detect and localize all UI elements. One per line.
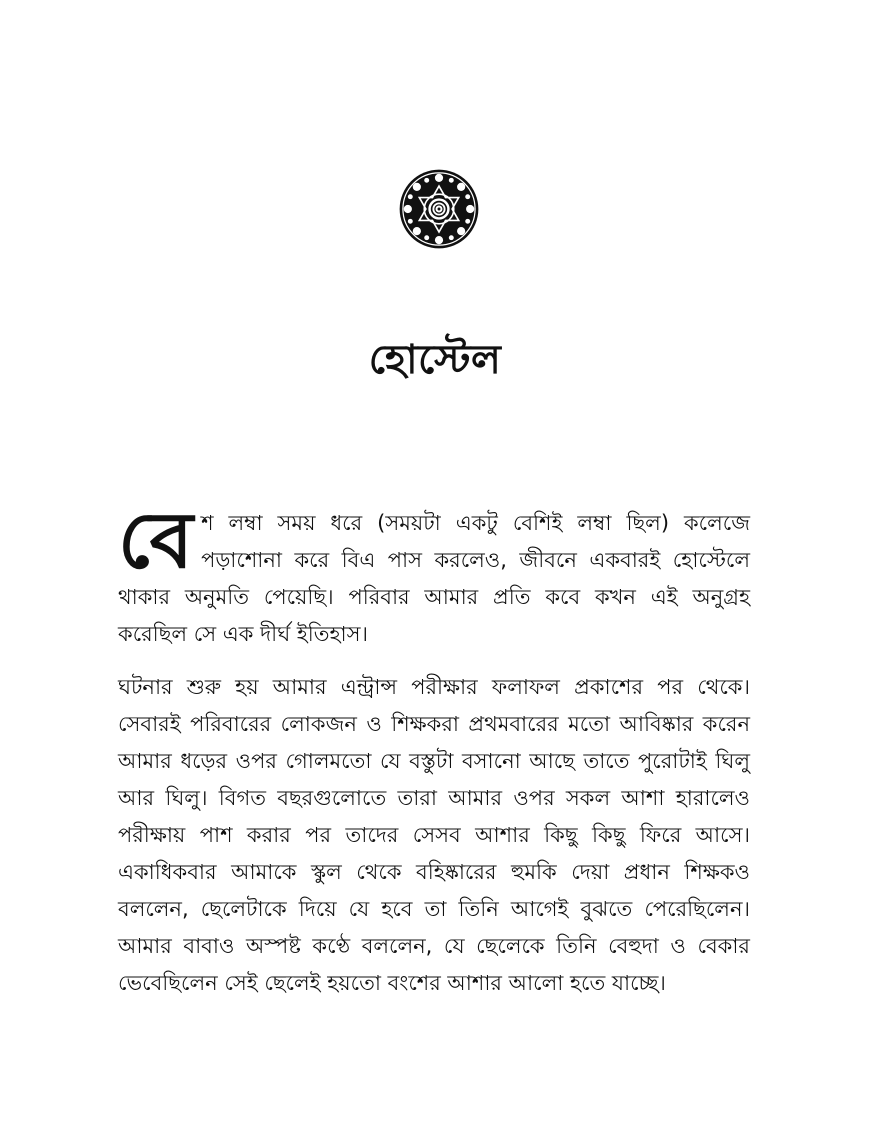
paragraph-2: ঘটনার শুরু হয় আমার এন্ট্রান্স পরীক্ষার ফলাফল প্রকাশের পর থেকে। সেবারই পরিবারের লোকজন ও শিক্ষকরা প্রথমবারের মতো আবিষ্কার করেন আমার ধড়ের ওপর গোলমতো যে বস্তুটা বসানো আছে তাতে পুরোটাই ঘিলু আর ঘিলু। বিগত বছরগুলোতে তারা আমার ওপর সকল আশা হারালেও পরীক্ষায় পাশ করার পর তাদের সেসব আশার কিছু কিছু ফিরে আসে। একাধিকবার আমাকে স্কুল থেকে বহিষ্কারের হুমকি দেয়া প্রধান শিক্ষকও বললেন, ছেলেটাকে দিয়ে যে হবে তা তিনি আগেই বুঝতে পেরেছিলেন। আমার বাবাও অস্পষ্ট কণ্ঠে বললেন, যে ছেলেকে তিনি বেহুদা ও বেকার ভেবেছিলেন সেই ছেলেই হয়তো বংশের আশার আলো হতে যাচ্ছে। [118, 675, 750, 995]
paragraph-1-text: শ লম্বা সময় ধরে (সময়টা একটু বেশিই লম্বা ছিল) কলেজে পড়াশোনা করে বিএ পাস করলেও, জীবনে একবারই হোস্টেলে থাকার অনুমতি পেয়েছি। পরিবার আমার প্রতি কবে কখন এই অনুগ্রহ করেছিল সে এক দীর্ঘ ইতিহাস। [118, 511, 750, 646]
chapter-body [118, 496, 750, 1002]
mandala-ornament-icon [398, 168, 480, 250]
chapter-title: হোস্টেল [368, 337, 502, 383]
drop-cap: বে [118, 496, 194, 586]
paragraph-1 [118, 496, 750, 653]
